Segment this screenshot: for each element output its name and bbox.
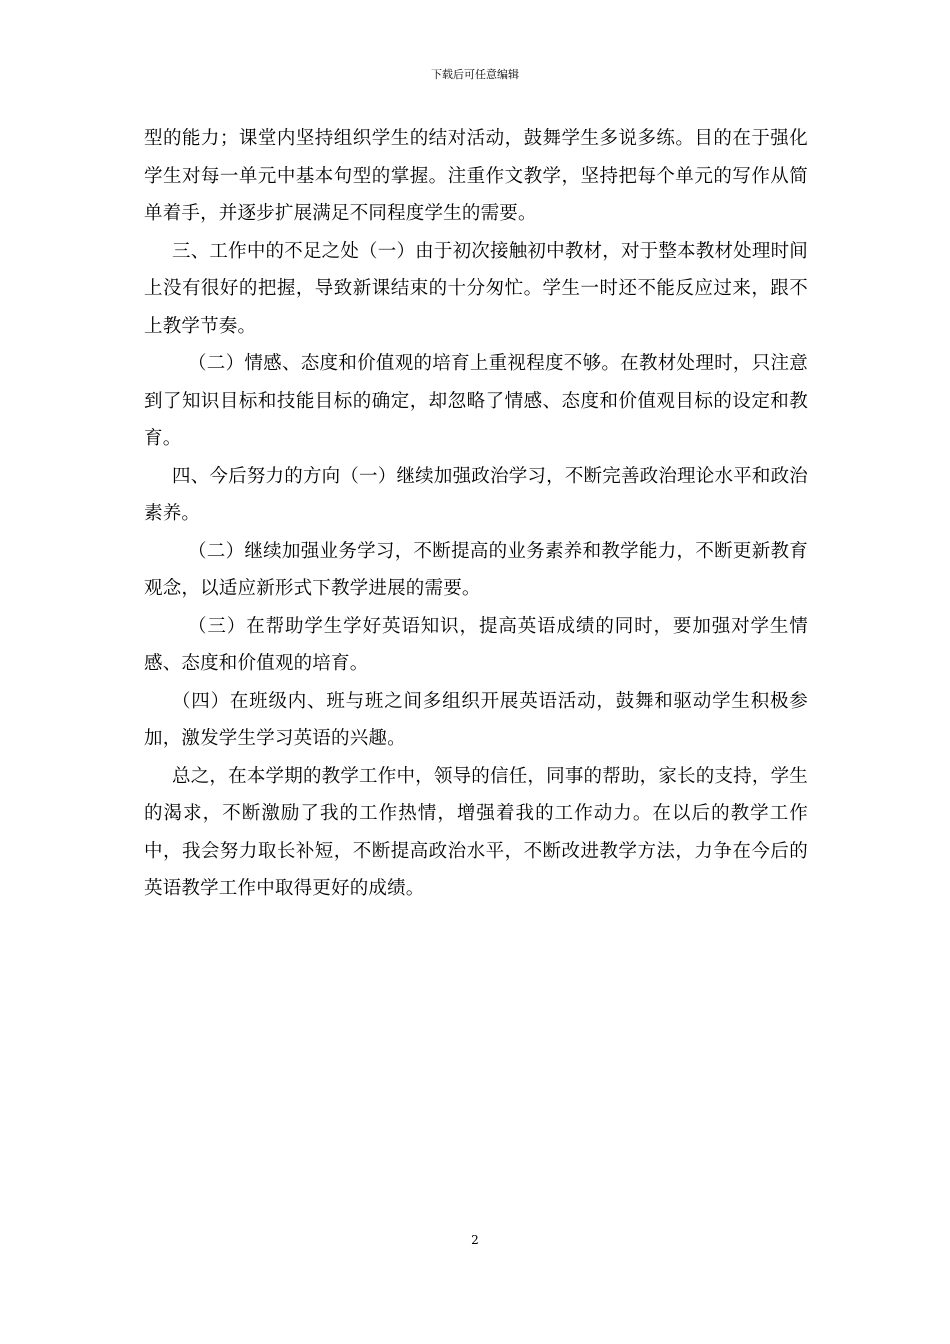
paragraph-future-direction-4: （四）在班级内、班与班之间多组织开展英语活动，鼓舞和驱动学生积极参加，激发学生学习英语的兴趣。 — [144, 690, 808, 749]
paragraph-shortcomings: 三、工作中的不足之处（一）由于初次接触初中教材，对于整本教材处理时间上没有很好的把握，导致新课结束的十分匆忙。学生一时还不能反应过来，跟不上教学节奏。 — [144, 240, 808, 337]
paragraph-future-direction: 四、今后努力的方向（一）继续加强政治学习，不断完善政治理论水平和政治素养。 — [144, 465, 808, 524]
page-number: 2 — [471, 1233, 479, 1247]
paragraph-shortcomings-2: （二）情感、态度和价值观的培育上重视程度不够。在教材处理时，只注意到了知识目标和技能目标的确定，却忽略了情感、态度和价值观目标的设定和教育。 — [144, 353, 808, 449]
paragraph-summary: 总之，在本学期的教学工作中，领导的信任，同事的帮助，家长的支持，学生的渴求，不断激励了我的工作热情，增强着我的工作动力。在以后的教学工作中，我会努力取长补短，不断提高政治水平，不断改进教学方法，力争在今后的英语教学工作中取得更好的成绩。 — [144, 765, 808, 899]
page-header: 下载后可任意编辑 — [431, 68, 519, 81]
paragraph-future-direction-3: （三）在帮助学生学好英语知识，提高英语成绩的同时，要加强对学生情感、态度和价值观的培育。 — [144, 615, 808, 674]
document-body — [144, 120, 808, 908]
paragraph-continuation: 型的能力；课堂内坚持组织学生的结对活动，鼓舞学生多说多练。目的在于强化学生对每一单元中基本句型的掌握。注重作文教学，坚持把每个单元的写作从简单着手，并逐步扩展满足不同程度学生的需要。 — [144, 128, 808, 224]
paragraph-future-direction-2: （二）继续加强业务学习，不断提高的业务素养和教学能力，不断更新教育观念，以适应新形式下教学进展的需要。 — [144, 540, 808, 599]
